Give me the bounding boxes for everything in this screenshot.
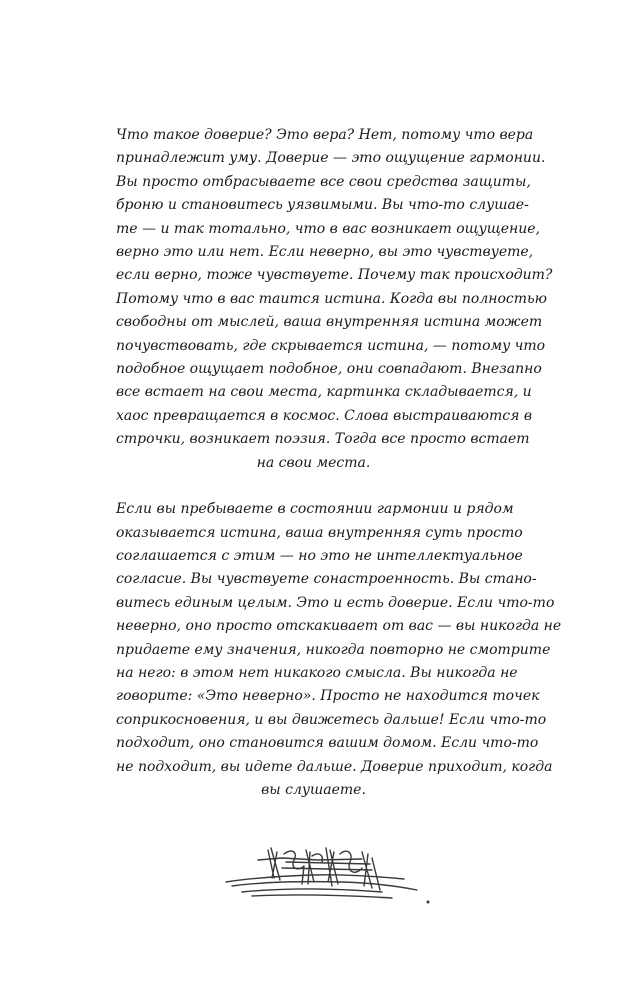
text-line: Что такое доверие? Это вера? Нет, потому что вера — [116, 127, 534, 143]
text-line: почувствовать, где скрывается истина, — потому что — [116, 337, 546, 354]
text-line: принадлежит уму. Доверие — это ощущение гармонии. — [116, 150, 546, 167]
text-line: те — и так тотально, что в вас возникает ощущение, — [116, 220, 541, 237]
text-line: хаос превращается в космос. Слова выстраиваются в — [116, 407, 532, 424]
text-line: придаете ему значения, никогда повторно не смотрите — [116, 641, 551, 658]
text-line: на свои места. — [256, 454, 371, 471]
text-line: Вы просто отбрасываете все свои средства защиты, — [116, 173, 531, 190]
text-line: Потому что в вас таится истина. Когда вы полностью — [116, 290, 547, 307]
text-line: подобное ощущает подобное, они совпадают. Внезапно — [116, 361, 542, 378]
text-line: говорите: «Это неверно». Просто не находится точек — [116, 688, 540, 705]
paragraph-2 — [116, 498, 562, 802]
text-line: витесь единым целым. Это и есть доверие. Если что-то — [116, 594, 555, 611]
text-line: неверно, оно просто отскакивает от вас — вы никогда не — [116, 618, 562, 635]
text-line: не подходит, вы идете дальше. Доверие приходит, когда — [116, 758, 553, 775]
text-line: согласие. Вы чувствуете сонастроенность. Вы стано- — [116, 571, 537, 588]
text-line: броню и становитесь уязвимыми. Вы что-то слушае- — [116, 197, 529, 214]
text-line: строчки, возникает поэзия. Тогда все просто встает — [116, 431, 530, 448]
text-line: соприкосновения, и вы движетесь дальше! Если что-то — [116, 711, 547, 728]
signature-icon — [222, 838, 440, 910]
text-line: соглашается с этим — но это не интеллектуальное — [116, 547, 523, 564]
page-content — [116, 124, 562, 802]
text-line: на него: в этом нет никакого смысла. Вы никогда не — [116, 664, 518, 681]
text-line: подходит, оно становится вашим домом. Если что-то — [116, 735, 539, 752]
text-line: оказывается истина, ваша внутренняя суть просто — [116, 524, 523, 541]
text-line: Если вы пребываете в состоянии гармонии и рядом — [116, 501, 514, 518]
paragraph-1 — [116, 124, 553, 475]
text-line: если верно, тоже чувствуете. Почему так происходит? — [116, 267, 553, 284]
text-line: все встает на свои места, картинка складывается, и — [116, 384, 532, 401]
paragraph-gap — [116, 475, 511, 498]
text-line: свободны от мыслей, ваша внутренняя истина может — [116, 314, 543, 331]
text-line: верно это или нет. Если неверно, вы это чувствуете, — [116, 244, 534, 261]
text-line: вы слушаете. — [261, 781, 366, 798]
